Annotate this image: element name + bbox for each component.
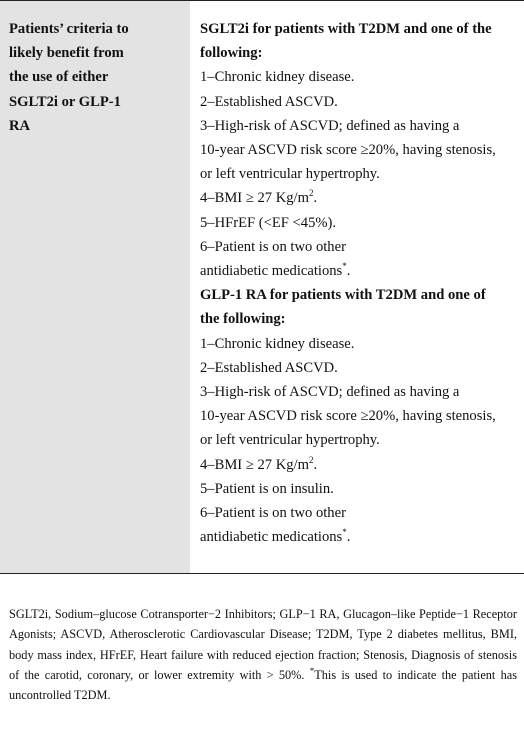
table-footnote bbox=[9, 604, 517, 705]
criteria-header-line: Patients’ criteria to bbox=[9, 21, 129, 37]
glp1-item-6: 6–Patient is on two other bbox=[200, 505, 346, 522]
glp1-item-6-cont bbox=[200, 525, 520, 549]
sglt2-item-6-text: antidiabetic medications bbox=[200, 263, 343, 280]
glp1-item-4-end: . bbox=[313, 456, 318, 473]
sglt2-item-3: or left ventricular hypertrophy. bbox=[200, 166, 380, 183]
glp1-heading: the following: bbox=[200, 311, 286, 328]
sglt2-item-3: 3–High-risk of ASCVD; defined as having a bbox=[200, 117, 460, 134]
footnote-tail: This is used to indicate the patient has uncontrolled T2DM. bbox=[9, 667, 517, 703]
sglt2-item-5: 5–HFrEF (<EF <45%). bbox=[200, 214, 337, 231]
sglt2-item-6-end: . bbox=[346, 263, 351, 280]
criteria-header-line: the use of either bbox=[9, 69, 109, 86]
sglt2-item-4-text: 4–BMI ≥ 27 Kg/m bbox=[200, 190, 309, 207]
sglt2-item-6-cont bbox=[200, 259, 520, 283]
sglt2-item-6: 6–Patient is on two other bbox=[200, 238, 346, 255]
glp1-item-4-text: 4–BMI ≥ 27 Kg/m bbox=[200, 456, 309, 473]
glp1-item-2: 2–Established ASCVD. bbox=[200, 359, 338, 376]
sglt2-section bbox=[200, 17, 520, 283]
criteria-header-cell bbox=[0, 1, 190, 573]
criteria-header-line: SGLT2i or GLP-1 bbox=[9, 93, 121, 110]
glp1-item-3: 3–High-risk of ASCVD; defined as having a bbox=[200, 384, 460, 401]
sglt2-heading: SGLT2i for patients with T2DM and one of the bbox=[200, 21, 492, 37]
sglt2-item-4 bbox=[200, 186, 520, 210]
glp1-item-5: 5–Patient is on insulin. bbox=[200, 480, 334, 497]
glp1-item-3: 10-year ASCVD risk score ≥20%, having stenosis, bbox=[200, 408, 496, 425]
criteria-header-line: RA bbox=[9, 117, 31, 134]
sglt2-item-3: 10-year ASCVD risk score ≥20%, having stenosis, bbox=[200, 142, 496, 159]
glp1-item-6-end: . bbox=[346, 529, 351, 546]
glp1-item-1: 1–Chronic kidney disease. bbox=[200, 335, 355, 352]
glp1-item-6-text: antidiabetic medications bbox=[200, 529, 343, 546]
sglt2-item-4-end: . bbox=[313, 190, 318, 207]
criteria-list-cell bbox=[200, 17, 520, 549]
sglt2-item-1: 1–Chronic kidney disease. bbox=[200, 69, 355, 86]
footnote-text: SGLT2i, Sodium–glucose Cotransporter−2 Inhibitors; GLP−1 RA, Glucagon–like Peptide−1 Receptor Agonists; ASCVD, Atherosclerotic Cardiovascular Disease; T2DM, Type 2 diabetes mellitus, BMI, body mass index, HFrEF, Heart failure with reduced ejection fraction; Stenosis, Diagnosis of stenosis of the carotid, coronary, or lower extremity with > 50%. bbox=[9, 607, 517, 682]
glp1-heading: GLP-1 RA for patients with T2DM and one of bbox=[200, 287, 486, 304]
glp1-item-6-sup: * bbox=[342, 527, 347, 538]
sglt2-item-2: 2–Established ASCVD. bbox=[200, 93, 338, 110]
sglt2-item-4-sup: 2 bbox=[308, 188, 314, 199]
criteria-header-line: likely benefit from bbox=[9, 45, 124, 62]
glp1-item-4 bbox=[200, 453, 520, 477]
glp1-item-3: or left ventricular hypertrophy. bbox=[200, 432, 380, 449]
glp1-section bbox=[200, 283, 520, 549]
glp1-item-4-sup: 2 bbox=[308, 454, 314, 465]
footnote-sup: * bbox=[309, 665, 315, 676]
sglt2-item-6-sup: * bbox=[342, 261, 347, 272]
sglt2-heading: following: bbox=[200, 45, 263, 62]
criteria-header-text bbox=[9, 17, 179, 138]
